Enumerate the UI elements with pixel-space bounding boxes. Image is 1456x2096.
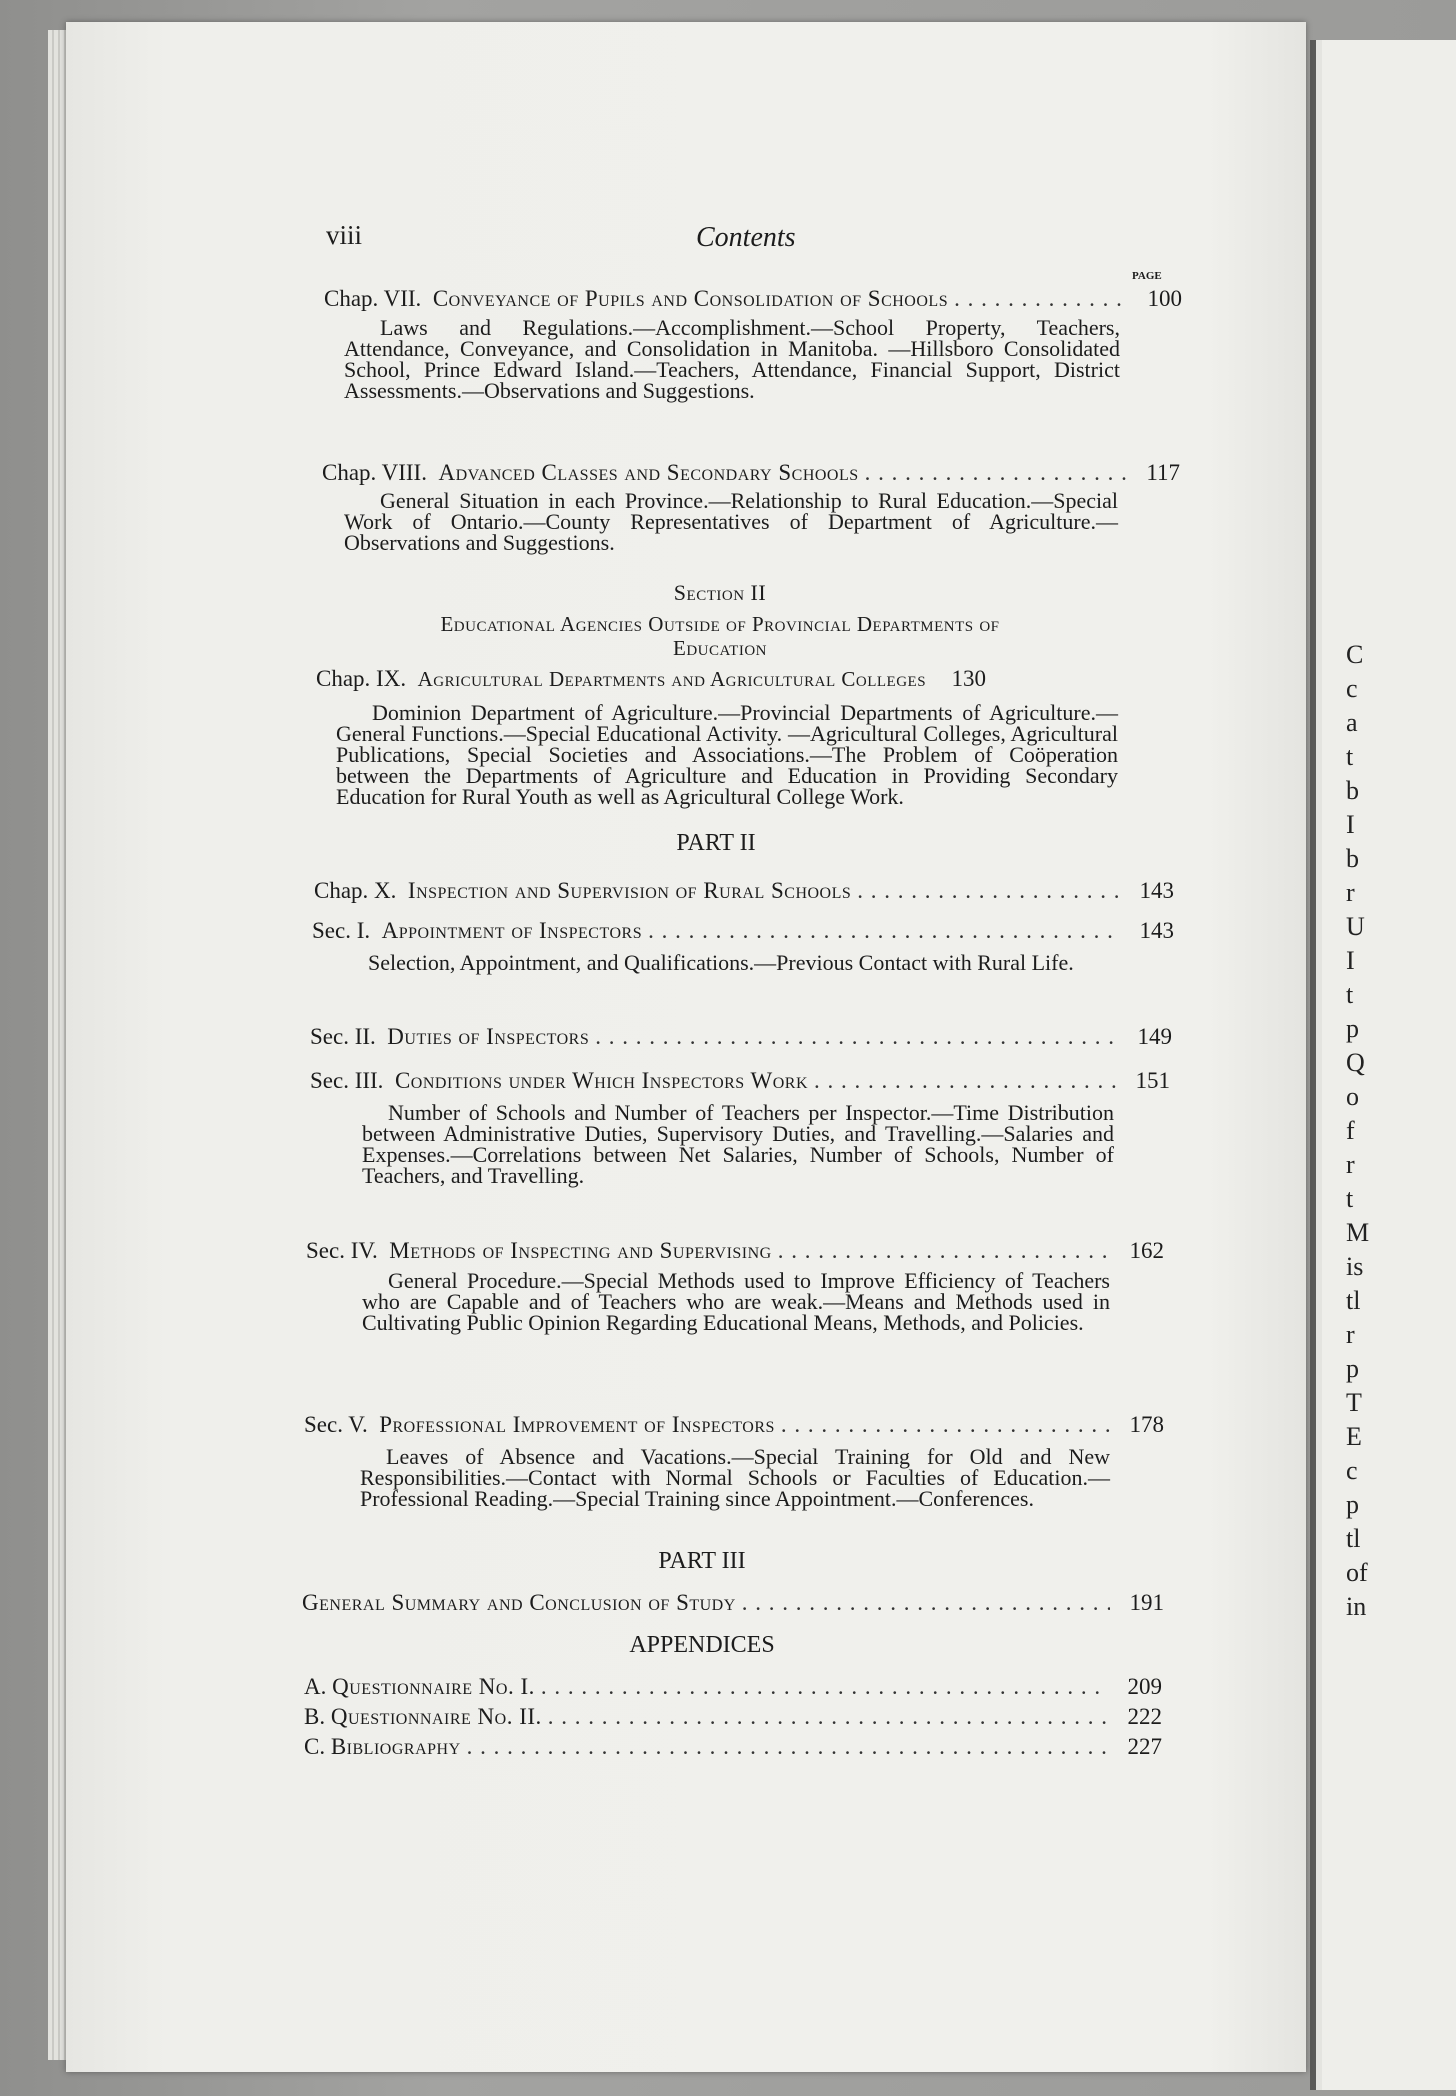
- section-title-cont: Education: [673, 636, 767, 660]
- facing-page-fragment: b: [1346, 844, 1359, 873]
- facing-page-fragment: E: [1346, 1422, 1362, 1451]
- entry-label: Chap. VIII.: [322, 460, 427, 485]
- facing-page-fragment: tl: [1346, 1286, 1361, 1315]
- toc-entry-general-summary[interactable]: [302, 1590, 1164, 1616]
- entry-description: Selection, Appointment, and Qualifications.—Previous Contact with Rural Life.: [368, 950, 1074, 975]
- facing-page-fragment: I: [1346, 946, 1355, 975]
- entry-page: 151: [1135, 1068, 1170, 1093]
- facing-page-fragment: o: [1346, 1082, 1359, 1111]
- toc-entry-chap-vii[interactable]: [324, 286, 1182, 312]
- facing-page-fragment: c: [1346, 1456, 1358, 1485]
- entry-title: Bibliography: [330, 1734, 461, 1759]
- entry-page: 149: [1137, 1024, 1172, 1049]
- entry-title: Inspection and Supervision of Rural Schools: [407, 878, 852, 903]
- facing-page-fragment: Q: [1346, 1048, 1365, 1077]
- page-column-label: PAGE: [1132, 270, 1162, 282]
- entry-description: General Procedure.—Special Methods used to Improve Efficiency of Teachers who are Capable and of Teachers who are weak.—Means and Methods used in Cultivating Public Opinion Regarding Educational Means, Methods, and Policies.: [362, 1268, 1110, 1335]
- entry-description: Leaves of Absence and Vacations.—Special Training for Old and New Responsibilities.—Contact with Normal Schools or Faculties of Education.—Professional Reading.—Special Training since Appointment.—Conferences.: [360, 1444, 1110, 1511]
- entry-page: 222: [1127, 1704, 1162, 1729]
- facing-page-fragment: r: [1346, 1320, 1355, 1349]
- toc-entry-chap-ix[interactable]: [316, 666, 1178, 692]
- facing-page-fragment: a: [1346, 708, 1358, 737]
- entry-label: Sec. V.: [304, 1412, 368, 1437]
- facing-page-fragment: b: [1346, 776, 1359, 805]
- entry-label: Sec. IV.: [306, 1238, 378, 1263]
- toc-entry-sec-v[interactable]: [304, 1412, 1164, 1438]
- entry-title: Conveyance of Pupils and Consolidation of Schools: [432, 286, 949, 311]
- running-title: Contents: [696, 222, 796, 253]
- toc-entry-sec-i[interactable]: [312, 918, 1174, 944]
- toc-entry-chap-viii[interactable]: [322, 460, 1180, 486]
- entry-label: Sec. III.: [310, 1068, 384, 1093]
- toc-entry-appendix-a[interactable]: [304, 1674, 1162, 1700]
- facing-page-fragment: t: [1346, 742, 1354, 771]
- facing-page-fragment: M: [1346, 1218, 1370, 1247]
- facing-page-fragment: is: [1346, 1252, 1364, 1281]
- entry-label: Chap. X.: [314, 878, 397, 903]
- entry-title: Advanced Classes and Secondary Schools: [438, 460, 859, 485]
- entry-page: 191: [1129, 1590, 1164, 1615]
- facing-page-fragment: C: [1346, 640, 1364, 669]
- entry-description: Number of Schools and Number of Teachers per Inspector.—Time Distribution between Administrative Duties, Supervisory Duties, and Travelling.—Salaries and Expenses.—Correlations between Net Salaries, Number of Schools, Number of Teachers, and Travelling.: [362, 1100, 1114, 1188]
- facing-page-fragment: p: [1346, 1354, 1359, 1383]
- facing-page-fragment: in: [1346, 1592, 1367, 1621]
- entry-label: Chap. VII.: [324, 286, 422, 311]
- page-numeral: viii: [326, 220, 363, 250]
- part-heading: PART II: [676, 830, 756, 856]
- part-heading: PART III: [658, 1548, 746, 1574]
- facing-page-fragment: p: [1346, 1014, 1359, 1043]
- toc-entry-sec-ii[interactable]: [310, 1024, 1172, 1050]
- entry-page: 209: [1127, 1674, 1162, 1699]
- appendices-heading: APPENDICES: [629, 1632, 775, 1658]
- facing-page-fragment: t: [1346, 1184, 1354, 1213]
- facing-page-fragment: f: [1346, 1116, 1355, 1145]
- entry-description: Dominion Department of Agriculture.—Provincial Departments of Agriculture.—General Functions.—Special Educational Activity. —Agricultural Colleges, Agricultural Publications, Special Societies and Associations.—The Problem of Coöperation between the Departments of Agriculture and Education in Providing Secondary Education for Rural Youth as well as Agricultural College Work.: [336, 700, 1118, 809]
- toc-entry-appendix-b[interactable]: [304, 1704, 1162, 1730]
- entry-page: 227: [1127, 1734, 1162, 1759]
- entry-description: General Situation in each Province.—Relationship to Rural Education.—Special Work of Ontario.—County Representatives of Department of Agriculture.—Observations and Suggestions.: [344, 488, 1118, 555]
- entry-page: 143: [1139, 918, 1174, 943]
- toc-entry-sec-iii[interactable]: [310, 1068, 1170, 1094]
- entry-label: Sec. II.: [310, 1024, 376, 1049]
- toc-entry-sec-iv[interactable]: [306, 1238, 1164, 1264]
- entry-title: General Summary and Conclusion of Study: [302, 1590, 736, 1615]
- facing-page-fragment: of: [1346, 1558, 1368, 1587]
- entry-page: 162: [1129, 1238, 1164, 1263]
- facing-page-fragment: p: [1346, 1490, 1359, 1519]
- facing-page: [1310, 40, 1456, 2090]
- entry-page: 178: [1129, 1412, 1164, 1437]
- entry-title: Professional Improvement of Inspectors: [379, 1412, 775, 1437]
- section-heading: Section II: [673, 580, 767, 605]
- entry-label: A.: [304, 1674, 327, 1699]
- book-page: [66, 22, 1306, 2072]
- facing-page-fragment: t: [1346, 980, 1354, 1009]
- facing-page-fragment: r: [1346, 878, 1355, 907]
- entry-title: Appointment of Inspectors: [381, 918, 643, 943]
- facing-page-fragment: T: [1346, 1388, 1362, 1417]
- entry-page: 100: [1147, 286, 1182, 311]
- entry-label: B.: [304, 1704, 326, 1729]
- entry-title: Duties of Inspectors: [387, 1024, 590, 1049]
- facing-page-fragment: I: [1346, 810, 1355, 839]
- entry-page: 143: [1139, 878, 1174, 903]
- facing-page-fragment: c: [1346, 674, 1358, 703]
- entry-label: C.: [304, 1734, 326, 1759]
- entry-title: Agricultural Departments and Agricultural Colleges: [417, 667, 927, 691]
- entry-label: Sec. I.: [312, 918, 371, 943]
- entry-title: Conditions under Which Inspectors Work: [394, 1068, 809, 1093]
- entry-label: Chap. IX.: [316, 666, 407, 691]
- entry-page: 130: [951, 666, 987, 691]
- entry-title: Methods of Inspecting and Supervising: [389, 1238, 772, 1263]
- facing-page-fragment: tl: [1346, 1524, 1361, 1553]
- facing-page-fragment: r: [1346, 1150, 1355, 1179]
- section-title: Educational Agencies Outside of Provincial Departments of: [440, 612, 1000, 636]
- entry-title: Questionnaire No. I.: [332, 1674, 535, 1699]
- entry-description: Laws and Regulations.—Accomplishment.—School Property, Teachers, Attendance, Conveyance, and Consolidation in Manitoba. —Hillsboro Consolidated School, Prince Edward Island.—Teachers, Attendance, Financial Support, District Assessments.—Observations and Suggestions.: [344, 315, 1120, 403]
- facing-page-fragment: U: [1346, 912, 1365, 941]
- entry-title: Questionnaire No. II.: [330, 1704, 542, 1729]
- toc-entry-appendix-c[interactable]: [304, 1734, 1162, 1760]
- entry-page: 117: [1146, 460, 1180, 485]
- toc-entry-chap-x[interactable]: [314, 878, 1174, 904]
